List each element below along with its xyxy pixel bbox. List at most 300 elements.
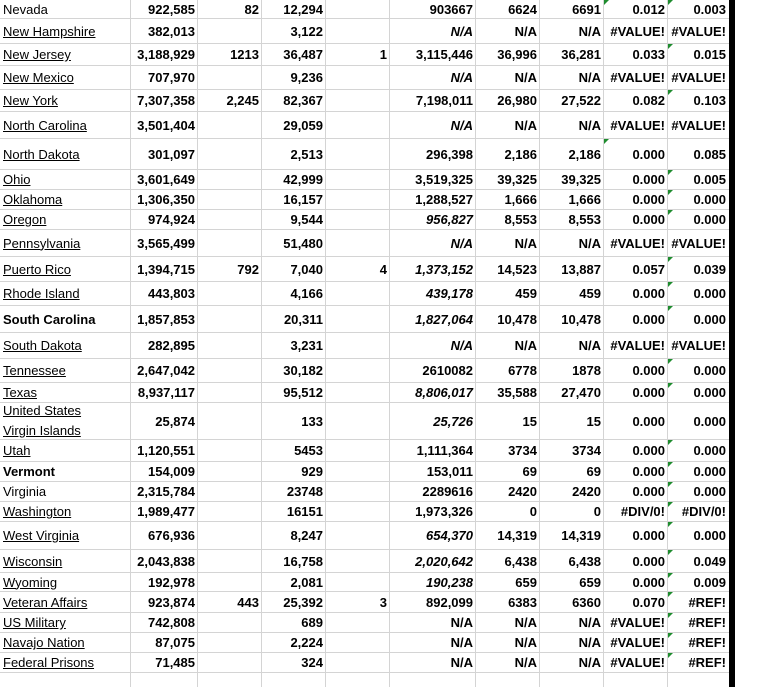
value-cell-c[interactable]: 1213	[230, 47, 259, 62]
value-cell-g[interactable]: N/A	[514, 635, 537, 650]
value-cell-b[interactable]: 301,097	[148, 146, 195, 162]
value-cell-g[interactable]: 39,325	[497, 172, 537, 187]
value-cell-j[interactable]: 0.103	[668, 90, 729, 111]
value-cell-f[interactable]: 956,827	[426, 212, 473, 227]
value-cell-d[interactable]: 5453	[294, 443, 323, 458]
value-cell-b[interactable]: 25,874	[155, 413, 195, 429]
value-cell-e[interactable]	[326, 139, 390, 169]
value-cell-f[interactable]: 439,178	[426, 286, 473, 301]
value-cell-h[interactable]: 1,666	[568, 192, 601, 207]
value-cell-d[interactable]: 23748	[286, 484, 323, 499]
value-cell-b[interactable]: 71,485	[155, 655, 195, 670]
value-cell-h[interactable]: 459	[579, 286, 601, 301]
value-cell-d[interactable]: 689	[301, 615, 323, 630]
value-cell-h[interactable]: 1878	[572, 363, 601, 378]
value-cell-h[interactable]: N/A	[578, 615, 601, 630]
value-cell-h[interactable]: N/A	[578, 117, 601, 133]
value-cell-e[interactable]	[326, 230, 390, 256]
value-cell-c[interactable]	[198, 462, 262, 481]
value-cell-d[interactable]: 42,999	[283, 172, 323, 187]
value-cell-f[interactable]: 1,373,152	[415, 261, 473, 277]
value-cell-i[interactable]: 0.000	[632, 172, 665, 187]
value-cell-g[interactable]: N/A	[514, 117, 537, 133]
value-cell-b[interactable]: 1,989,477	[137, 504, 195, 519]
value-cell-j[interactable]: 0.000	[668, 282, 729, 305]
value-cell-b[interactable]: 2,315,784	[137, 484, 195, 499]
value-cell-i[interactable]: #VALUE!	[610, 338, 665, 353]
row-label-cell[interactable]: West Virginia	[3, 528, 80, 543]
value-cell-h[interactable]: 6691	[572, 1, 601, 17]
row-label-cell[interactable]: North Dakota	[3, 146, 80, 162]
value-cell-h[interactable]: 10,478	[561, 311, 601, 327]
row-label-cell[interactable]: Federal Prisons	[3, 655, 95, 670]
row-label-cell[interactable]: Ohio	[3, 172, 31, 187]
value-cell-f[interactable]: N/A	[450, 117, 473, 133]
value-cell-d[interactable]: 2,513	[290, 146, 323, 162]
value-cell-e[interactable]	[326, 306, 390, 332]
row-label-cell[interactable]: South Dakota	[3, 338, 82, 353]
value-cell-e[interactable]	[326, 403, 390, 439]
row-label-cell[interactable]	[0, 403, 131, 439]
value-cell-j[interactable]: 0.005	[668, 170, 729, 189]
value-cell-f[interactable]: 2610082	[422, 363, 473, 378]
value-cell-b[interactable]: 1,306,350	[137, 192, 195, 207]
value-cell-b[interactable]: 676,936	[148, 528, 195, 543]
value-cell-c[interactable]	[198, 440, 262, 461]
value-cell-g[interactable]: 6,438	[504, 553, 537, 569]
value-cell-i[interactable]: 0.000	[632, 385, 665, 400]
value-cell-d[interactable]: 2,224	[290, 635, 323, 650]
value-cell-f[interactable]: 2,020,642	[415, 553, 473, 569]
value-cell-c[interactable]	[198, 383, 262, 402]
value-cell-h[interactable]: 2,186	[568, 146, 601, 162]
value-cell-j[interactable]: 0.000	[668, 190, 729, 209]
value-cell-e[interactable]	[326, 90, 390, 111]
value-cell-f[interactable]: 3,115,446	[415, 47, 473, 62]
value-cell-c[interactable]	[198, 190, 262, 209]
value-cell-j[interactable]: 0.000	[668, 462, 729, 481]
value-cell-j[interactable]: 0.039	[668, 257, 729, 281]
row-label-cell[interactable]: Puerto Rico	[3, 261, 71, 277]
value-cell-b[interactable]: 282,895	[148, 338, 195, 353]
value-cell-g[interactable]: N/A	[514, 338, 537, 353]
row-label-cell[interactable]: North Carolina	[3, 117, 87, 133]
row-label-cell[interactable]: Veteran Affairs	[3, 594, 88, 610]
row-label-cell[interactable]: Wisconsin	[3, 553, 63, 569]
value-cell-i[interactable]: 0.000	[632, 464, 665, 479]
value-cell-g[interactable]: 14,319	[497, 528, 537, 543]
value-cell-i[interactable]: 0.000	[632, 212, 665, 227]
value-cell-g[interactable]: 15	[522, 413, 537, 429]
value-cell-e[interactable]	[326, 573, 390, 591]
row-label-cell[interactable]: Rhode Island	[3, 286, 80, 301]
value-cell-d[interactable]: 16151	[286, 504, 323, 519]
value-cell-d[interactable]: 9,236	[290, 70, 323, 85]
value-cell-c[interactable]	[198, 170, 262, 189]
value-cell-b[interactable]: 3,601,649	[137, 172, 195, 187]
value-cell-h[interactable]: 6360	[572, 594, 601, 610]
table-row	[0, 462, 729, 482]
value-cell-d[interactable]: 82,367	[283, 93, 323, 108]
row-label-cell[interactable]: Oregon	[3, 212, 47, 227]
error-indicator-icon	[604, 139, 609, 144]
value-cell-c[interactable]	[198, 139, 262, 169]
value-cell-c[interactable]	[198, 333, 262, 358]
value-cell-j[interactable]: 0.000	[668, 522, 729, 549]
value-cell-i[interactable]: 0.082	[632, 93, 665, 108]
value-cell-j[interactable]: 0.000	[668, 306, 729, 332]
value-cell-e[interactable]	[326, 0, 390, 18]
error-indicator-icon	[668, 210, 673, 215]
value-cell-c[interactable]	[198, 550, 262, 572]
value-cell-c[interactable]	[198, 482, 262, 501]
value-cell-h[interactable]: 2420	[572, 484, 601, 499]
value-cell-b[interactable]: 1,857,853	[137, 311, 195, 327]
value-cell-c[interactable]	[198, 633, 262, 652]
row-label-cell[interactable]: New Hampshire	[3, 23, 96, 39]
value-cell-j[interactable]: 0.049	[668, 550, 729, 572]
value-cell-b[interactable]: 974,924	[148, 212, 195, 227]
value-cell-e[interactable]	[326, 633, 390, 652]
value-cell-d[interactable]: 36,487	[283, 47, 323, 62]
value-cell-f[interactable]: 903667	[429, 1, 473, 17]
value-cell-i[interactable]: 0.000	[632, 192, 665, 207]
value-cell-h[interactable]: 0	[593, 504, 601, 519]
value-cell-e[interactable]	[326, 190, 390, 209]
value-cell-e[interactable]: 4	[379, 261, 387, 277]
row-label-cell[interactable]: Washington	[3, 504, 72, 519]
value-cell-g[interactable]: 6383	[508, 594, 537, 610]
value-cell-c[interactable]	[198, 66, 262, 89]
value-cell-e[interactable]: 3	[379, 594, 387, 610]
value-cell-f[interactable]: 7,198,011	[415, 93, 473, 108]
value-cell-j[interactable]: 0.009	[668, 573, 729, 591]
value-cell-d[interactable]: 929	[301, 464, 323, 479]
value-cell-d[interactable]: 30,182	[283, 363, 323, 378]
value-cell-e[interactable]: 1	[379, 47, 387, 62]
value-cell-f[interactable]: N/A	[450, 70, 473, 85]
value-cell-f[interactable]: N/A	[450, 235, 473, 251]
value-cell-b[interactable]: 742,808	[148, 615, 195, 630]
value-cell-g[interactable]: 3734	[508, 443, 537, 458]
value-cell-g[interactable]: 459	[515, 286, 537, 301]
value-cell-j[interactable]: 0.085	[693, 146, 726, 162]
value-cell-h[interactable]: 3734	[572, 443, 601, 458]
value-cell-j[interactable]: #REF!	[668, 633, 729, 652]
value-cell-h[interactable]: 69	[586, 464, 601, 479]
value-cell-f[interactable]: N/A	[450, 23, 473, 39]
value-cell-f[interactable]: N/A	[450, 615, 473, 630]
value-cell-j[interactable]: 0.000	[668, 383, 729, 402]
value-cell-d[interactable]: 324	[301, 655, 323, 670]
row-label-line: United States	[3, 403, 82, 418]
value-cell-j[interactable]: #VALUE!	[671, 235, 726, 251]
value-cell-h[interactable]: N/A	[578, 635, 601, 650]
row-label-cell[interactable]: Tennessee	[3, 363, 66, 378]
value-cell-b[interactable]: 1,394,715	[137, 261, 195, 277]
value-cell-c[interactable]	[198, 112, 262, 138]
value-cell-i[interactable]: 0.057	[632, 261, 665, 277]
value-cell-c[interactable]	[198, 653, 262, 672]
value-cell-d[interactable]: 8,247	[290, 528, 323, 543]
value-cell-d[interactable]: 51,480	[283, 235, 323, 251]
value-cell-i[interactable]: #DIV/0!	[620, 504, 665, 519]
value-cell-i[interactable]: 0.000	[632, 363, 665, 378]
value-cell-j[interactable]: 0.000	[668, 440, 729, 461]
value-cell-f[interactable]: N/A	[450, 338, 473, 353]
value-cell-i[interactable]: #VALUE!	[610, 655, 665, 670]
value-cell-f[interactable]: 296,398	[426, 146, 473, 162]
value-cell-d[interactable]: 29,059	[283, 117, 323, 133]
value-cell-h[interactable]: 39,325	[561, 172, 601, 187]
value-cell-f[interactable]: 25,726	[433, 413, 473, 429]
row-label-cell[interactable]: Wyoming	[3, 574, 58, 590]
row-label-cell[interactable]: Vermont	[3, 464, 56, 479]
value-cell-f[interactable]: 654,370	[426, 528, 473, 543]
value-cell-h[interactable]: 13,887	[561, 261, 601, 277]
value-cell-h[interactable]: 6,438	[568, 553, 601, 569]
value-cell-g[interactable]: N/A	[514, 655, 537, 670]
value-cell-i[interactable]: 0.000	[604, 139, 668, 169]
value-cell-i[interactable]: 0.000	[632, 553, 665, 569]
row-label-cell[interactable]: Oklahoma	[3, 192, 63, 207]
value-cell-e[interactable]	[326, 653, 390, 672]
value-cell-e[interactable]	[326, 613, 390, 632]
value-cell-f[interactable]: 190,238	[426, 574, 473, 590]
value-cell-b[interactable]: 3,501,404	[137, 117, 195, 133]
row-label-cell[interactable]: Pennsylvania	[3, 235, 81, 251]
row-label-cell[interactable]: New York	[3, 93, 58, 108]
value-cell-i[interactable]: #VALUE!	[610, 117, 665, 133]
value-cell-i[interactable]: 0.033	[632, 47, 665, 62]
value-cell-e[interactable]	[326, 359, 390, 382]
row-label-cell[interactable]: Navajo Nation	[3, 635, 85, 650]
value-cell-g[interactable]: 26,980	[497, 93, 537, 108]
value-cell-c[interactable]	[198, 613, 262, 632]
value-cell-f[interactable]: 2289616	[422, 484, 473, 499]
value-cell-c[interactable]	[198, 306, 262, 332]
value-cell-i[interactable]: 0.070	[632, 594, 665, 610]
value-cell-h[interactable]: 8,553	[568, 212, 601, 227]
value-cell-j[interactable]: 0.003	[668, 0, 729, 18]
value-cell-d[interactable]: 3,122	[290, 23, 323, 39]
value-cell-f[interactable]: 892,099	[426, 594, 473, 610]
value-cell-i[interactable]: 0.000	[632, 528, 665, 543]
value-cell-g[interactable]: 8,553	[504, 212, 537, 227]
value-cell-c[interactable]	[198, 19, 262, 43]
value-cell-g[interactable]: 1,666	[504, 192, 537, 207]
value-cell-e[interactable]	[326, 522, 390, 549]
value-cell-f[interactable]: 3,519,325	[415, 172, 473, 187]
value-cell-e[interactable]	[326, 383, 390, 402]
value-cell-j[interactable]: 0.000	[668, 482, 729, 501]
row-label-cell[interactable]: Nevada	[3, 1, 48, 17]
value-cell-j[interactable]: #REF!	[668, 653, 729, 672]
value-cell-i[interactable]: #VALUE!	[610, 235, 665, 251]
value-cell-d[interactable]: 16,157	[283, 192, 323, 207]
value-cell-d[interactable]: 7,040	[290, 261, 323, 277]
value-cell-j[interactable]: #DIV/0!	[668, 502, 729, 521]
value-cell-g[interactable]: 35,588	[497, 385, 537, 400]
value-cell-c[interactable]	[198, 502, 262, 521]
value-cell-j[interactable]: 0.000	[668, 359, 729, 382]
value-cell-g[interactable]: 6778	[508, 363, 537, 378]
value-cell-g[interactable]: 2420	[508, 484, 537, 499]
value-cell-c[interactable]: 792	[237, 261, 259, 277]
value-cell-j[interactable]: 0.000	[668, 210, 729, 229]
value-cell-b[interactable]: 3,565,499	[137, 235, 195, 251]
row-label-cell[interactable]: South Carolina	[3, 311, 96, 327]
value-cell-g[interactable]: 2,186	[504, 146, 537, 162]
value-cell-i[interactable]: 0.012	[604, 0, 668, 18]
value-cell-c[interactable]	[198, 359, 262, 382]
value-cell-d[interactable]: 25,392	[283, 594, 323, 610]
value-cell-g[interactable]: N/A	[514, 615, 537, 630]
value-cell-h[interactable]: 14,319	[561, 528, 601, 543]
value-cell-h[interactable]: N/A	[578, 23, 601, 39]
value-cell-b[interactable]: 1,120,551	[137, 443, 195, 458]
value-cell-h[interactable]: 27,522	[561, 93, 601, 108]
value-cell-i[interactable]: #VALUE!	[610, 70, 665, 85]
value-cell-f[interactable]: N/A	[450, 635, 473, 650]
value-cell-f[interactable]: N/A	[450, 655, 473, 670]
value-cell-c[interactable]	[198, 210, 262, 229]
value-cell-g[interactable]: 0	[529, 504, 537, 519]
row-label-cell[interactable]: Utah	[3, 443, 31, 458]
value-cell-g[interactable]: 6624	[508, 1, 537, 17]
row-label-cell[interactable]: New Jersey	[3, 47, 71, 62]
value-cell-c[interactable]	[198, 403, 262, 439]
value-cell-e[interactable]	[326, 550, 390, 572]
value-cell-f[interactable]: 1,111,364	[416, 443, 473, 458]
value-cell-d[interactable]: 95,512	[283, 385, 323, 400]
value-cell-f[interactable]: 1,827,064	[415, 311, 473, 327]
value-cell-d[interactable]: 2,081	[290, 574, 323, 590]
value-cell-d[interactable]: 3,231	[290, 338, 323, 353]
value-cell-b[interactable]: 8,937,117	[137, 385, 195, 400]
value-cell-j[interactable]: 0.000	[693, 413, 726, 429]
value-cell-e[interactable]	[326, 19, 390, 43]
table-row	[0, 282, 729, 306]
value-cell-e[interactable]	[326, 112, 390, 138]
row-label-cell[interactable]: New Mexico	[3, 70, 74, 85]
value-cell-h[interactable]: 15	[586, 413, 601, 429]
value-cell-g[interactable]: 10,478	[497, 311, 537, 327]
value-cell-b[interactable]: 192,978	[148, 574, 195, 590]
value-cell-e[interactable]	[326, 170, 390, 189]
value-cell-g[interactable]: N/A	[514, 70, 537, 85]
value-cell-g[interactable]: 36,996	[497, 47, 537, 62]
error-indicator-icon	[668, 257, 673, 262]
value-cell-f[interactable]: 153,011	[426, 464, 473, 479]
value-cell-f[interactable]: 8,806,017	[415, 385, 473, 400]
value-cell-g[interactable]: N/A	[514, 235, 537, 251]
value-cell-c[interactable]	[198, 522, 262, 549]
value-cell-j[interactable]: #VALUE!	[671, 117, 726, 133]
value-cell-e[interactable]	[326, 210, 390, 229]
value-cell-h[interactable]: N/A	[578, 338, 601, 353]
value-cell-g[interactable]: 69	[522, 464, 537, 479]
value-cell-j[interactable]: #REF!	[668, 613, 729, 632]
value-cell-e[interactable]	[326, 333, 390, 358]
value-cell-c[interactable]: 2,245	[226, 93, 259, 108]
value-cell-e[interactable]	[326, 66, 390, 89]
value-cell-e[interactable]	[326, 462, 390, 481]
value-cell-i[interactable]: 0.000	[632, 443, 665, 458]
value-cell-b[interactable]: 443,803	[148, 286, 195, 301]
value-cell-g[interactable]: 659	[515, 574, 537, 590]
value-cell-b[interactable]: 3,188,929	[137, 47, 195, 62]
value-cell-d[interactable]: 12,294	[283, 1, 323, 17]
value-cell-i[interactable]: 0.000	[632, 413, 665, 429]
value-cell-g[interactable]: 14,523	[497, 261, 537, 277]
value-cell-h[interactable]: N/A	[578, 70, 601, 85]
value-cell-b[interactable]: 922,585	[148, 1, 195, 17]
value-cell-i[interactable]: #VALUE!	[610, 23, 665, 39]
value-cell-j[interactable]: #VALUE!	[671, 338, 726, 353]
value-cell-i[interactable]: 0.000	[632, 574, 665, 590]
row-label-cell[interactable]: Texas	[3, 385, 37, 400]
value-cell-c[interactable]: 443	[237, 594, 259, 610]
value-cell-j[interactable]: 0.015	[668, 44, 729, 65]
value-cell-b[interactable]: 2,647,042	[137, 363, 195, 378]
value-cell-h[interactable]: 27,470	[561, 385, 601, 400]
value-cell-i[interactable]: 0.000	[632, 286, 665, 301]
value-cell-f[interactable]: 1,973,326	[415, 504, 473, 519]
value-cell-e[interactable]	[326, 502, 390, 521]
value-cell-i[interactable]: 0.000	[632, 311, 665, 327]
value-cell-d[interactable]: 9,544	[290, 212, 323, 227]
value-cell-d[interactable]: 4,166	[290, 286, 323, 301]
value-cell-j[interactable]: #VALUE!	[671, 23, 726, 39]
error-indicator-icon	[668, 550, 673, 555]
value-cell-c[interactable]	[198, 282, 262, 305]
row-label-cell[interactable]: US Military	[3, 615, 66, 630]
error-indicator-icon	[604, 0, 609, 5]
value-cell-b[interactable]: 2,043,838	[137, 553, 195, 569]
value-cell-f[interactable]: 1,288,527	[415, 192, 473, 207]
value-cell-h[interactable]: N/A	[578, 655, 601, 670]
value-cell-i[interactable]: #VALUE!	[610, 615, 665, 630]
table-row	[0, 90, 729, 112]
value-cell-j[interactable]: #VALUE!	[671, 70, 726, 85]
value-cell-d[interactable]: 133	[301, 413, 323, 429]
value-cell-b[interactable]: 923,874	[148, 594, 195, 610]
value-cell-c[interactable]: 82	[244, 1, 259, 17]
value-cell-g[interactable]: N/A	[514, 23, 537, 39]
value-cell-j[interactable]: #REF!	[668, 592, 729, 612]
value-cell-c[interactable]	[198, 573, 262, 591]
value-cell-d[interactable]: 16,758	[283, 553, 323, 569]
value-cell-i[interactable]: 0.000	[632, 484, 665, 499]
value-cell-e[interactable]	[326, 440, 390, 461]
value-cell-b[interactable]: 707,970	[148, 70, 195, 85]
value-cell-e[interactable]	[326, 482, 390, 501]
value-cell-e[interactable]	[326, 282, 390, 305]
value-cell-c[interactable]	[198, 230, 262, 256]
value-cell-d[interactable]: 20,311	[283, 311, 323, 327]
value-cell-b[interactable]: 87,075	[155, 635, 195, 650]
value-cell-h[interactable]: 36,281	[561, 47, 601, 62]
value-cell-h[interactable]: 659	[579, 574, 601, 590]
value-cell-b[interactable]: 382,013	[148, 23, 195, 39]
value-cell-b[interactable]: 154,009	[148, 464, 195, 479]
value-cell-b[interactable]: 7,307,358	[137, 93, 195, 108]
value-cell-h[interactable]: N/A	[578, 235, 601, 251]
table-row	[0, 257, 729, 282]
row-label-cell[interactable]: Virginia	[3, 484, 47, 499]
value-cell-i[interactable]: #VALUE!	[610, 635, 665, 650]
